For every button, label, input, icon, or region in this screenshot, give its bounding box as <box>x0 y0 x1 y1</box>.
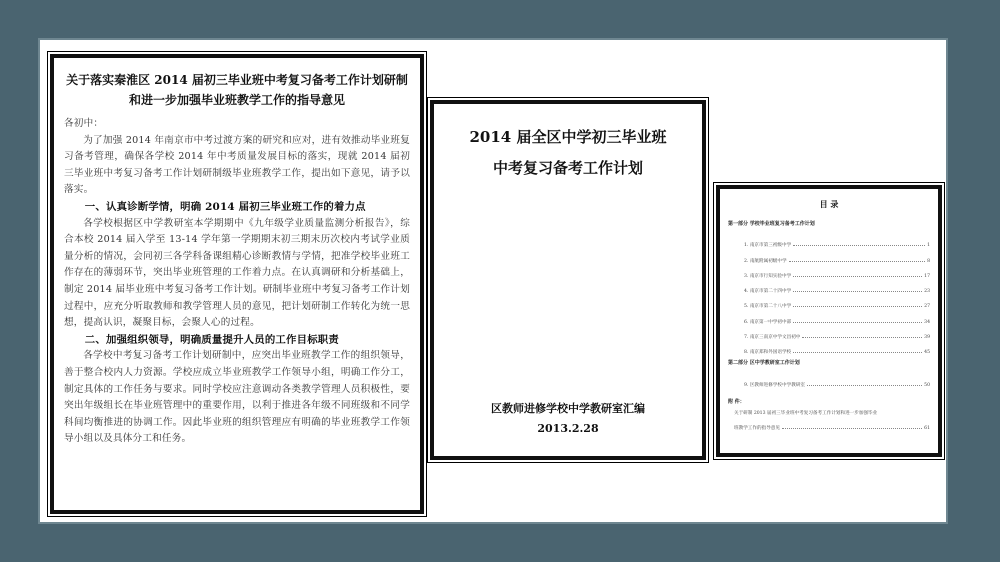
toc-item <box>728 309 930 324</box>
toc-item-label: 9. 区教师进修学校中学教研室 <box>744 382 805 388</box>
toc-item-page: 34 <box>924 319 930 325</box>
toc-item-page: 50 <box>924 382 930 388</box>
toc-item-label: 8. 南京郑和外国语学校 <box>744 350 792 356</box>
doc1-salutation: 各初中： <box>64 118 104 129</box>
cover-title-line2: 中考复习备考工作计划 <box>492 159 643 177</box>
toc-item-page: 27 <box>924 304 930 310</box>
toc-dots <box>793 306 922 307</box>
cover-title-line1: 2014 届全区中学初三毕业班 <box>469 128 667 146</box>
toc-appendix-text2: 班教学工作的指导意见 <box>734 425 780 431</box>
toc-appendix: 附 件： <box>728 398 745 405</box>
toc-item-label: 7. 南京三南京中学文昌初中 <box>744 335 801 341</box>
toc-item-page: 23 <box>924 289 930 295</box>
doc1-title <box>64 70 410 110</box>
toc-dots <box>782 428 922 429</box>
doc1-heading2: 二、加强组织领导，明确质量提升人员的工作目标职责 <box>84 333 339 346</box>
toc-item <box>728 233 930 248</box>
doc1-para1: 为了加强 2014 年南京市中考过渡方案的研究和应对，进有效推动毕业班复习备考管理，确保各学校 2014 年中考质量发展目标的落实，现就 2014 届初三毕业班中考复习备考工作计划研制级毕业班教学工作，提出如下意见，请予以落实。 <box>64 134 410 196</box>
toc-dots <box>793 322 922 323</box>
slide-frame <box>40 40 946 522</box>
toc-item-label: 6. 南京第一中学初中部 <box>744 319 792 325</box>
toc-dots <box>793 291 922 292</box>
toc-item-label: 2. 南航附属初级中学 <box>744 258 787 264</box>
toc-item-label: 3. 南京市行知实验中学 <box>744 273 792 279</box>
toc-dots <box>793 352 922 353</box>
toc-title: 目 录 <box>819 199 839 209</box>
toc-item <box>728 325 930 340</box>
doc1-heading1: 一、认真诊断学情，明确 2014 届初三毕业班工作的着力点 <box>84 200 366 213</box>
toc-dots <box>789 261 925 262</box>
toc-item <box>728 264 930 279</box>
toc-item <box>728 248 930 263</box>
toc-item <box>728 372 930 387</box>
cover-organization: 区教师进修学校中学教研室汇编 <box>491 402 645 415</box>
doc1-title-line1: 关于落实秦淮区 2014 届初三毕业班中考复习备考工作计划研制 <box>66 73 408 87</box>
toc-item-label: 1. 南京市第三初级中学 <box>744 243 792 249</box>
document-guidance <box>50 54 424 514</box>
toc-item-label: 5. 南京市第二十八中学 <box>744 304 792 310</box>
toc-item-page: 45 <box>924 350 930 356</box>
doc1-para2: 各学校根据区中学教研室本学期期中《九年级学业质量监测分析报告》，综合本校 2014 届入学至 13-14 学年第一学期期末初三期末历次校内考试学业质量分析的情况，会同初三各学科备课组精心诊断教情与学情，把准学校毕业班工作存在的薄弱环节，突出毕业班管理的工作着力点。在认真调研和分析基础上，制定 2014 届毕业班中考复习备考工作计划。研制毕业班中考复习备考工作计划过程中，应充分听取教师和教学管理人员的意见，把计划研制工作转化为统一思想，提高认识，凝聚目标，会聚人心的过程。 <box>64 217 410 329</box>
toc-item <box>728 279 930 294</box>
toc-item <box>728 294 930 309</box>
cover-date: 2013.2.28 <box>537 422 599 435</box>
toc-appendix-page: 61 <box>924 425 930 431</box>
toc-part1: 第一部分 学校毕业班复习备考工作计划 <box>728 221 815 227</box>
document-cover <box>430 100 706 460</box>
toc-dots <box>807 385 922 386</box>
document-toc <box>716 185 942 457</box>
toc-item-page: 39 <box>924 335 930 341</box>
toc-dots <box>793 276 922 277</box>
toc-dots <box>793 245 925 246</box>
toc-appendix-text1: 关于研制 2013 届初三毕业班中考复习备考工作计划和进一步加强毕业 <box>734 410 878 416</box>
toc-item-page: 1 <box>927 243 930 249</box>
toc-item <box>728 340 930 355</box>
toc-list-2 <box>728 372 930 387</box>
toc-list <box>728 233 930 355</box>
toc-dots <box>802 337 922 338</box>
doc1-para3: 各学校中考复习备考工作计划研制中，应突出毕业班教学工作的组织领导，善于整合校内人力资源。学校应成立毕业班教学工作领导小组，明确工作分工，制定具体的工作任务与要求。同时学校应注意调动各类教学管理人员积极性，要突出年级组长在毕业班管理中的重要作用，以利于推进各年级不同班级和不同学科间均衡推进的协调工作。因此毕业班的组织管理应有明确的毕业班教学工作领导小组以及具体分工和任务。 <box>64 350 410 445</box>
toc-item-label: 4. 南京市第二十四中学 <box>744 289 792 295</box>
toc-item-page: 8 <box>927 258 930 264</box>
toc-part2: 第二部分 区中学教研室工作计划 <box>728 360 800 367</box>
doc1-title-line2: 和进一步加强毕业班教学工作的指导意见 <box>128 93 345 107</box>
toc-item-page: 17 <box>924 273 930 279</box>
toc-appendix-row <box>728 419 930 431</box>
